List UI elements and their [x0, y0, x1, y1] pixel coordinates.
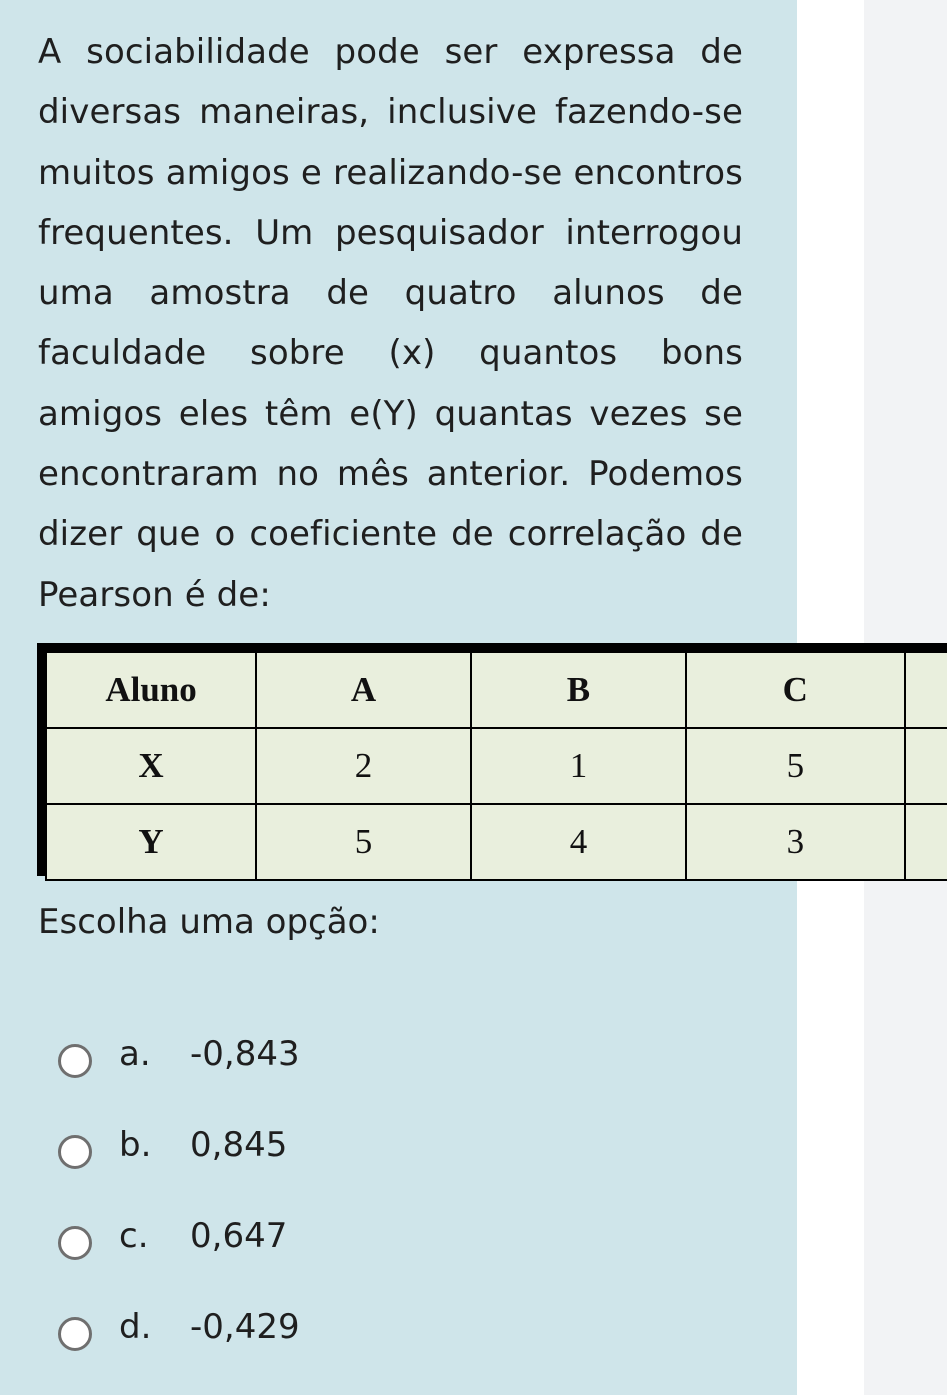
table-cell: 4: [471, 804, 686, 880]
data-table: [45, 651, 947, 881]
table-cell: 1: [471, 728, 686, 804]
option-letter: a.: [119, 1034, 151, 1074]
table-cell: [905, 728, 947, 804]
table-row-label: Y: [46, 804, 256, 880]
table-header-cell: A: [256, 652, 471, 728]
answer-options: [58, 1010, 658, 1374]
option-value[interactable]: 0,647: [190, 1216, 288, 1256]
table-header-cell: [905, 652, 947, 728]
table-header-cell: B: [471, 652, 686, 728]
choose-option-label: Escolha uma opção:: [38, 902, 380, 942]
table-cell: 5: [686, 728, 905, 804]
table-header-row: [46, 652, 947, 728]
option-a[interactable]: [58, 1010, 658, 1101]
option-value[interactable]: -0,843: [190, 1034, 300, 1074]
radio-button-d[interactable]: [58, 1317, 92, 1351]
option-b[interactable]: [58, 1101, 658, 1192]
question-text: A sociabilidade pode ser expressa de diversas maneiras, inclusive fazendo-se muitos amigos e realizando-se encontros frequentes. Um pesquisador interrogou uma amostra de quatro alunos de faculdade sobre (x) quantos bons amigos eles têm e(Y) quantas vezes se encontraram no mês anterior. Podemos dizer que o coeficiente de correlação de Pearson é de:: [38, 32, 743, 615]
table-cell: 2: [256, 728, 471, 804]
data-table-frame: [37, 643, 947, 876]
table-cell: 3: [686, 804, 905, 880]
table-row-label: X: [46, 728, 256, 804]
table-header-cell: Aluno: [46, 652, 256, 728]
table-cell: [905, 804, 947, 880]
table-row: [46, 728, 947, 804]
option-value[interactable]: -0,429: [190, 1307, 300, 1347]
table-row: [46, 804, 947, 880]
option-c[interactable]: [58, 1192, 658, 1283]
radio-button-a[interactable]: [58, 1044, 92, 1078]
option-letter: d.: [119, 1307, 152, 1347]
table-cell: 5: [256, 804, 471, 880]
option-letter: c.: [119, 1216, 149, 1256]
option-d[interactable]: [58, 1283, 658, 1374]
option-value[interactable]: 0,845: [190, 1125, 288, 1165]
radio-button-c[interactable]: [58, 1226, 92, 1260]
option-letter: b.: [119, 1125, 152, 1165]
radio-button-b[interactable]: [58, 1135, 92, 1169]
table-header-cell: C: [686, 652, 905, 728]
